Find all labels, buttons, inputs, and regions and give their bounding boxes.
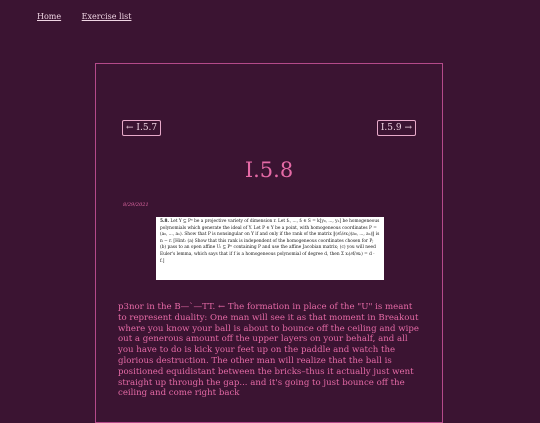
problem-statement-image	[156, 217, 384, 280]
home-link[interactable]: Home	[37, 12, 62, 21]
solution-text: p3nor in the B—ˋ—TT. ← The formation in place of the "U" is meant to represent duality: One man will see it as that moment in Breakout where you know your ball is about to bounce off the ceiling and wipe out a generous amount off the upper layers on your behalf, and all you have to do is kick your feet up on the paddle and watch the glorious destruction. The other man will realize that the ball is positioned equidistant between the bricks–thus it actually just went straight up through the gap... and it's going to just bounce off the ceiling and come right back	[118, 302, 419, 399]
top-nav	[37, 12, 149, 21]
next-exercise-button[interactable]: I.5.9 →	[377, 120, 416, 136]
page-title: I.5.8	[244, 158, 294, 182]
problem-text: Let Y ⊆ Pⁿ be a projective variety of dimension r. Let f₁, ..., fₜ ∈ S = k[y₀, ..., yₙ] be homogeneous polynomials which generate the ideal of Y. Let P ∈ Y be a point, with homogeneous coordinates P = (a₀, ..., aₙ). Show that P is nonsingular on Y if and only if the rank of the matrix ‖(∂fᵢ/∂xⱼ)(a₀, ..., aₙ)‖ is n − r. [Hint: (a) Show that this rank is independent of the homogeneous coordinates chosen for P; (b) pass to an open affine Uᵢ ⊆ Pⁿ containing P and use the affine Jacobian matrix; (c) you will need Euler's lemma, which says that if f is a homogeneous polynomial of degree d, then Σ xᵢ(∂f/∂xᵢ) = d · f.]	[160, 219, 380, 264]
problem-number: 5.8.	[160, 219, 169, 224]
prev-exercise-button[interactable]: ← I.5.7	[122, 120, 161, 136]
exercise-list-link[interactable]: Exercise list	[81, 12, 132, 21]
post-date: 8/29/2021	[123, 202, 149, 208]
exercise-card	[95, 63, 443, 423]
